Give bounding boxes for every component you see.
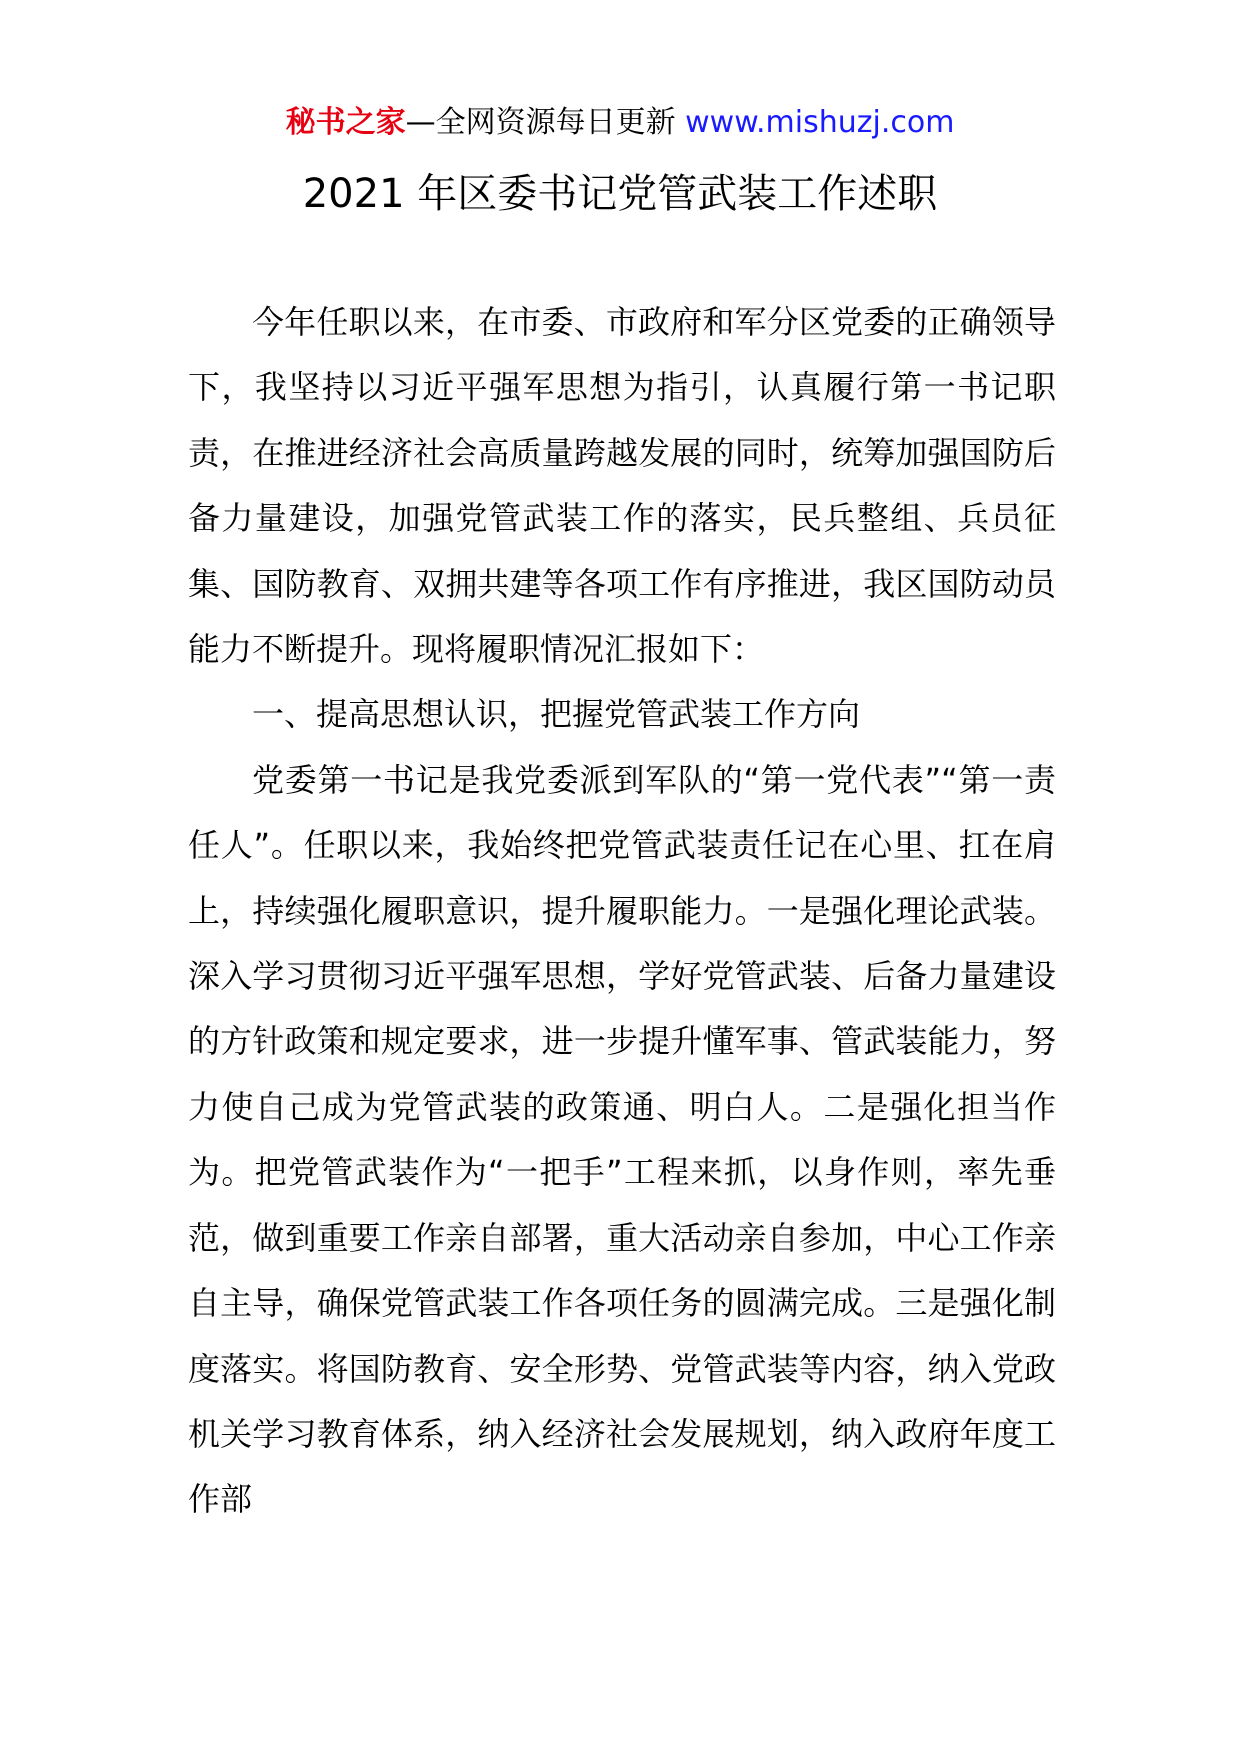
document-title: 2021 年区委书记党管武装工作述职 bbox=[302, 171, 938, 217]
site-url-link[interactable]: www.mishuzj.com bbox=[685, 105, 955, 140]
site-banner bbox=[0, 100, 1240, 146]
document-body bbox=[188, 290, 1056, 1533]
section-1-paragraph: 党委第一书记是我党委派到军队的“第一党代表”“第一责任人”。任职以来，我始终把党管武装责任记在心里、扛在肩上，持续强化履职意识，提升履职能力。一是强化理论武装。深入学习贯彻习近平强军思想，学好党管武装、后备力量建设的方针政策和规定要求，进一步提升懂军事、管武装能力，努力使自己成为党管武装的政策通、明白人。二是强化担当作为。把党管武装作为“一把手”工程来抓，以身作则，率先垂范，做到重要工作亲自部署，重大活动亲自参加，中心工作亲自主导，确保党管武装工作各项任务的圆满完成。三是强化制度落实。将国防教育、安全形势、党管武装等内容，纳入党政机关学习教育体系，纳入经济社会发展规划，纳入政府年度工作部 bbox=[188, 760, 1056, 1519]
brand-name: 秘书之家 bbox=[285, 105, 406, 140]
banner-slogan: —全网资源每日更新 bbox=[405, 105, 686, 140]
section-heading-1: 一、提高思想认识，把握党管武装工作方向 bbox=[252, 695, 861, 734]
intro-paragraph: 今年任职以来，在市委、市政府和军分区党委的正确领导下，我坚持以习近平强军思想为指引，认真履行第一书记职责，在推进经济社会高质量跨越发展的同时，统筹加强国防后备力量建设，加强党管武装工作的落实，民兵整组、兵员征集、国防教育、双拥共建等各项工作有序推进，我区国防动员能力不断提升。现将履职情况汇报如下： bbox=[188, 303, 1056, 669]
